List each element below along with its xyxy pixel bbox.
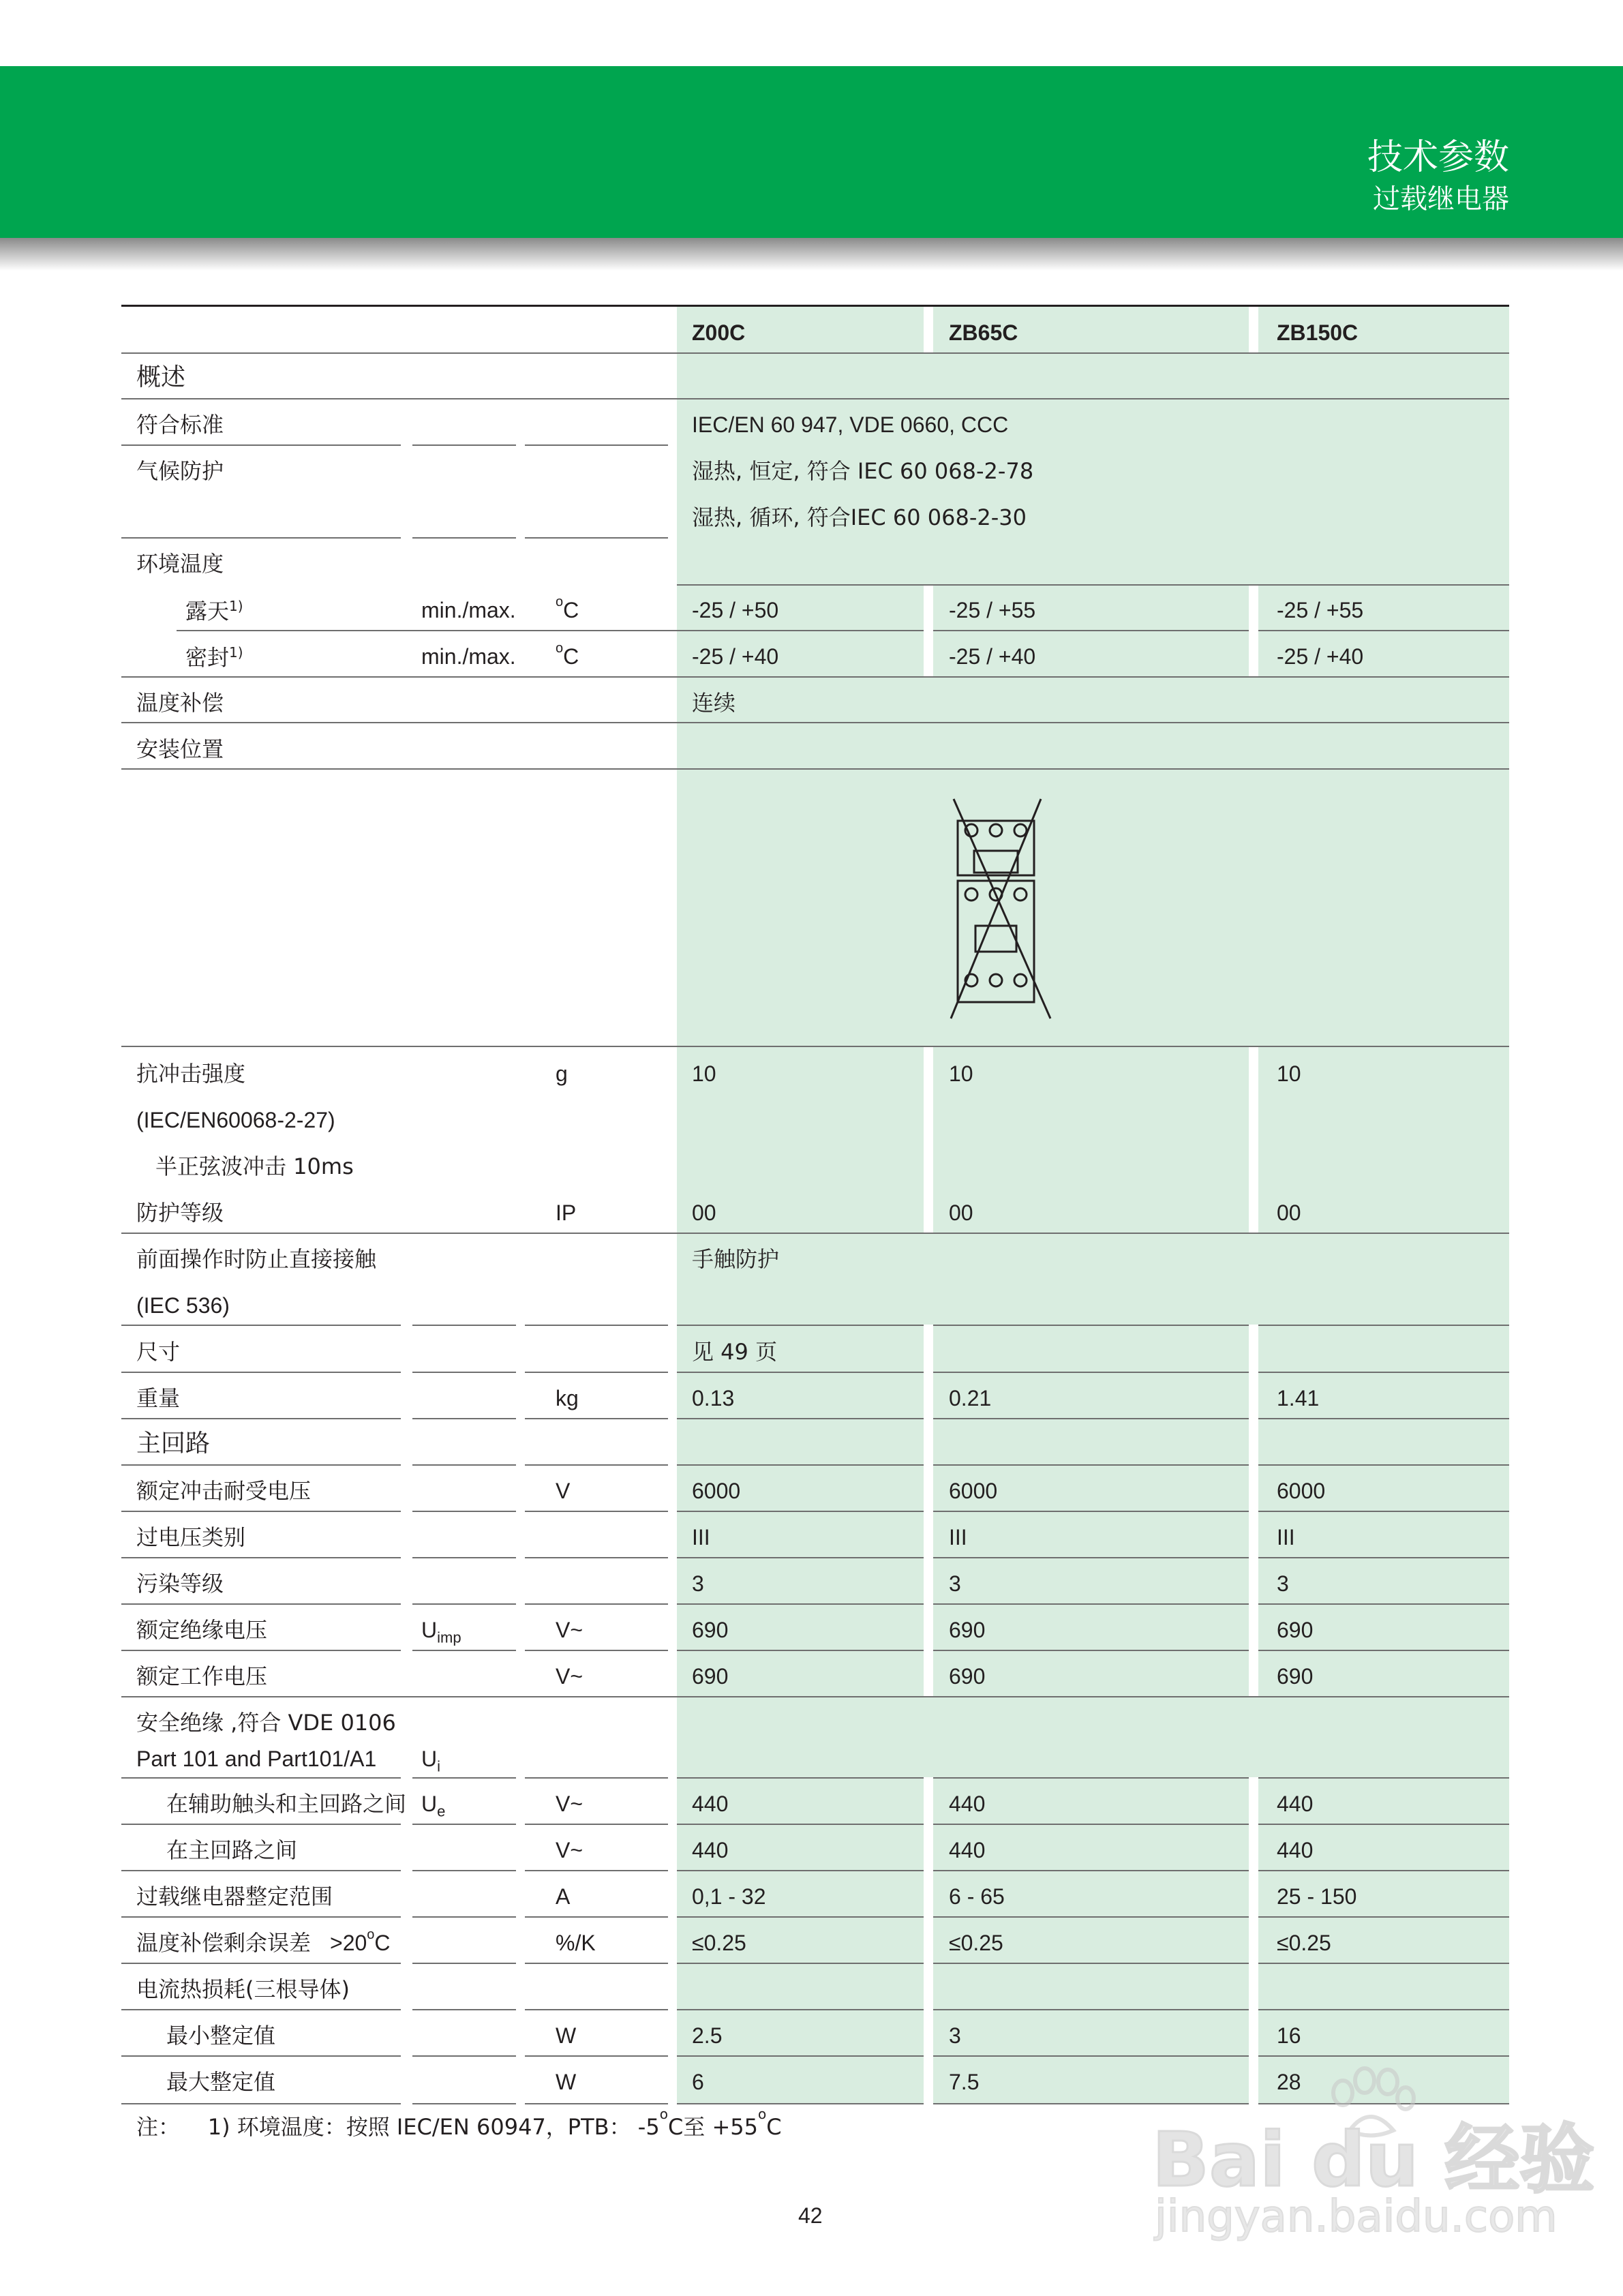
uimp-unit: V: [556, 1479, 571, 1503]
dimensions-label: 尺寸: [136, 1339, 181, 1365]
heat-loss-label: 电流热损耗(三根导体): [136, 1976, 350, 2002]
min-setting-unit: W: [556, 2023, 577, 2048]
ovcat-zb65c: III: [949, 1525, 967, 1550]
range-zb150c: 25 - 150: [1277, 1884, 1357, 1909]
safe-isolation-symbol: $U_i$: [421, 1747, 440, 1775]
main-main-label: 在主回路之间: [166, 1837, 298, 1863]
ue-label: 额定工作电压: [136, 1663, 268, 1689]
enclosed-unit: $^o$C: [556, 641, 579, 669]
protection-zb150c: 00: [1277, 1200, 1301, 1225]
max-setting-zb150c: 28: [1277, 2070, 1301, 2094]
min-setting-z00c: 2.5: [692, 2023, 723, 2048]
range-z00c: 0,1 - 32: [692, 1884, 766, 1909]
range-label: 过载继电器整定范围: [136, 1884, 333, 1909]
enclosed-zb65c: -25 / +40: [949, 644, 1036, 669]
touch-value: 手触防护: [692, 1246, 780, 1272]
protection-unit: IP: [556, 1200, 577, 1225]
ui-unit: V~: [556, 1618, 583, 1642]
open-zb150c: -25 / +55: [1277, 598, 1364, 622]
comp-error-label: 温度补偿剩余误差: [136, 1930, 312, 1956]
open-zb65c: -25 / +55: [949, 598, 1036, 622]
protection-zb65c: 00: [949, 1200, 973, 1225]
standards-label: 符合标准: [136, 412, 224, 438]
climate-value-1: 湿热, 恒定, 符合 IEC 60 068-2-78: [692, 458, 1034, 484]
main-main-z00c: 440: [692, 1838, 729, 1862]
open-z00c: -25 / +50: [692, 598, 779, 622]
shock-label-2: (IEC/EN60068-2-27): [136, 1108, 335, 1132]
protection-label: 防护等级: [136, 1200, 224, 1226]
touch-label-1: 前面操作时防止直接接触: [136, 1246, 377, 1272]
ue-z00c: 690: [692, 1664, 729, 1689]
min-setting-zb150c: 16: [1277, 2023, 1301, 2048]
aux-main-zb65c: 440: [949, 1792, 986, 1816]
watermark-url: jingyan.baidu.com: [1155, 2192, 1558, 2242]
ue-zb65c: 690: [949, 1664, 986, 1689]
aux-main-z00c: 440: [692, 1792, 729, 1816]
comp-error-unit: %/K: [556, 1931, 596, 1955]
ovcat-label: 过电压类别: [136, 1524, 246, 1550]
uimp-z00c: 6000: [692, 1479, 741, 1503]
range-zb65c: 6 - 65: [949, 1884, 1005, 1909]
main-circuit-heading: 主回路: [136, 1430, 211, 1457]
aux-main-zb150c: 440: [1277, 1792, 1314, 1816]
shock-z00c: 10: [692, 1061, 716, 1086]
mounting-label: 安装位置: [136, 736, 224, 762]
max-setting-label: 最大整定值: [166, 2069, 276, 2095]
ovcat-zb150c: III: [1277, 1525, 1295, 1550]
ui-label: 额定绝缘电压: [136, 1617, 268, 1643]
section-general: 概述: [136, 363, 186, 391]
column-header-zb150c: ZB150C: [1277, 320, 1359, 345]
pollution-z00c: 3: [692, 1571, 704, 1596]
pollution-zb65c: 3: [949, 1571, 961, 1596]
shock-zb65c: 10: [949, 1061, 973, 1086]
tempcomp-value: 连续: [692, 690, 736, 716]
shock-unit: g: [556, 1061, 568, 1086]
page-number: 42: [798, 2203, 823, 2228]
pollution-label: 污染等级: [136, 1571, 224, 1597]
ue-zb150c: 690: [1277, 1664, 1314, 1689]
aux-main-unit: V~: [556, 1792, 583, 1816]
banner-subtitle: 过载继电器: [1373, 183, 1509, 215]
main-main-zb65c: 440: [949, 1838, 986, 1862]
uimp-zb65c: 6000: [949, 1479, 998, 1503]
weight-zb150c: 1.41: [1277, 1386, 1320, 1410]
max-setting-unit: W: [556, 2070, 577, 2094]
baidu-jingyan-watermark: [1152, 2066, 1595, 2250]
footnote: 注： 1) 环境温度：按照 IEC/EN 60947，PTB： -5$^o$C至 $+55^oC$: [136, 2106, 782, 2140]
max-setting-zb65c: 7.5: [949, 2070, 980, 2094]
ambient-temp-label: 环境温度: [136, 551, 224, 577]
open-label: 露天$^{1)}$: [185, 598, 243, 624]
climate-value-2: 湿热, 循环, 符合IEC 60 068-2-30: [692, 504, 1027, 530]
mounting-position-crossed-icon: [948, 796, 1057, 1021]
comp-error-zb65c: ≤0.25: [949, 1931, 1003, 1955]
column-header-zb65c: ZB65C: [949, 320, 1018, 345]
banner-shadow: [0, 238, 1623, 271]
watermark-brand: Bai du 经验: [1152, 2116, 1595, 2203]
aux-main-label: 在辅助触头和主回路之间: [166, 1791, 407, 1817]
banner-title: 技术参数: [1367, 137, 1509, 178]
main-main-unit: V~: [556, 1838, 583, 1862]
dimensions-value: 见 49 页: [692, 1339, 778, 1365]
safe-isolation-label-2: Part 101 and Part101/A1: [136, 1747, 377, 1771]
open-unit: $^o$C: [556, 594, 579, 622]
ovcat-z00c: III: [692, 1525, 710, 1550]
open-param: min./max.: [421, 598, 516, 622]
enclosed-zb150c: -25 / +40: [1277, 644, 1364, 669]
standards-value: IEC/EN 60 947, VDE 0660, CCC: [692, 412, 1009, 437]
touch-label-2: (IEC 536): [136, 1293, 230, 1318]
enclosed-z00c: -25 / +40: [692, 644, 779, 669]
ue-unit: V~: [556, 1664, 583, 1689]
tempcomp-label: 温度补偿: [136, 690, 224, 716]
safe-isolation-label-1: 安全绝缘 ,符合 VDE 0106: [136, 1710, 396, 1736]
range-unit: A: [556, 1884, 571, 1909]
column-header-z00c: Z00C: [692, 320, 746, 345]
max-setting-z00c: 6: [692, 2070, 704, 2094]
min-setting-label: 最小整定值: [166, 2023, 276, 2049]
enclosed-param: min./max.: [421, 644, 516, 669]
uimp-zb150c: 6000: [1277, 1479, 1326, 1503]
protection-z00c: 00: [692, 1200, 716, 1225]
uimp-label: 额定冲击耐受电压: [136, 1478, 312, 1504]
comp-error-z00c: ≤0.25: [692, 1931, 746, 1955]
min-setting-zb65c: 3: [949, 2023, 961, 2048]
shock-zb150c: 10: [1277, 1061, 1301, 1086]
weight-zb65c: 0.21: [949, 1386, 992, 1410]
ui-zb65c: 690: [949, 1618, 986, 1642]
weight-label: 重量: [136, 1385, 181, 1411]
enclosed-label: 密封$^{1)}$: [185, 644, 243, 671]
weight-z00c: 0.13: [692, 1386, 735, 1410]
comp-error-param: $>20^oC$: [330, 1927, 391, 1955]
weight-unit: kg: [556, 1386, 579, 1410]
aux-main-symbol: $U_e$: [421, 1792, 446, 1820]
shock-label-3: 半正弦波冲击 10ms: [155, 1153, 354, 1179]
ui-symbol: $U_{imp}$: [421, 1618, 461, 1646]
ui-zb150c: 690: [1277, 1618, 1314, 1642]
shock-label-1: 抗冲击强度: [136, 1061, 246, 1087]
pollution-zb150c: 3: [1277, 1571, 1289, 1596]
ui-z00c: 690: [692, 1618, 729, 1642]
climate-label: 气候防护: [136, 458, 224, 484]
main-main-zb150c: 440: [1277, 1838, 1314, 1862]
comp-error-zb150c: ≤0.25: [1277, 1931, 1331, 1955]
